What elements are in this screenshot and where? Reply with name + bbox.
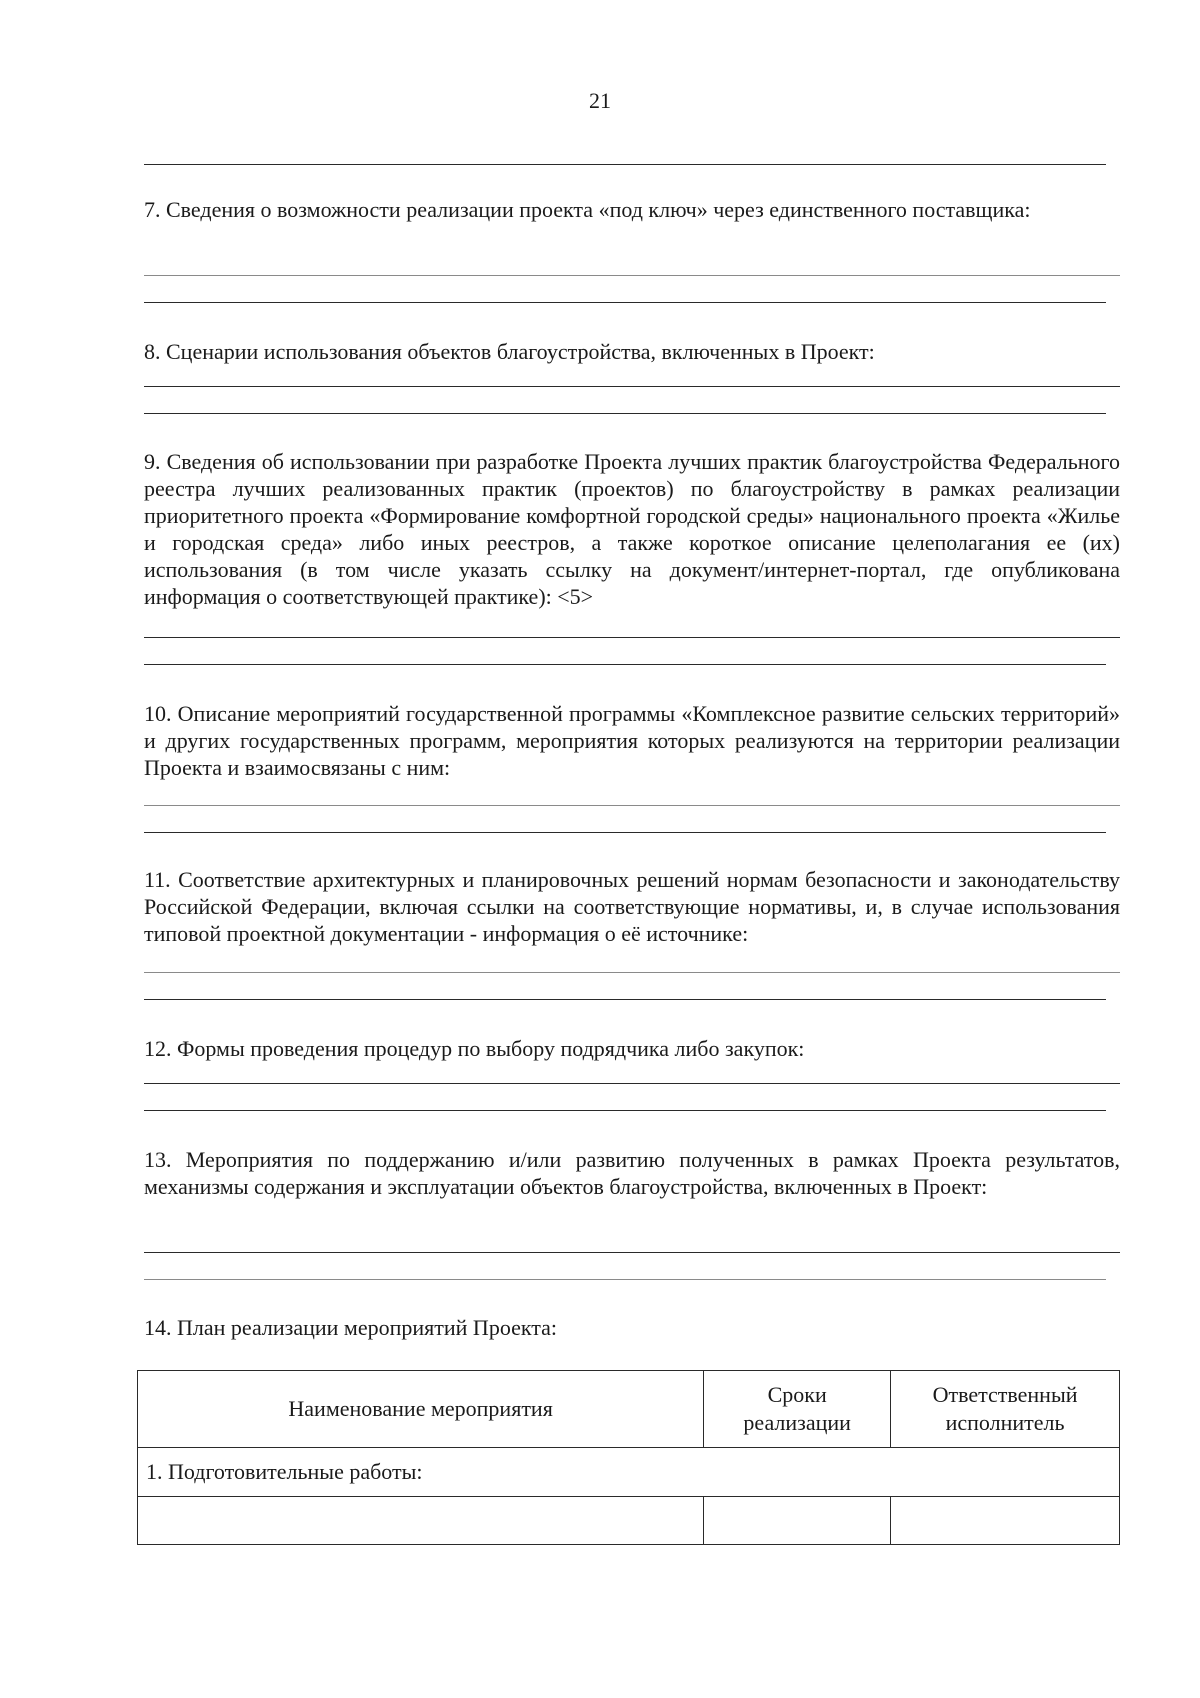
plan-table-header-row bbox=[138, 1371, 1120, 1448]
header-responsible bbox=[891, 1371, 1120, 1448]
answer-line-13b[interactable] bbox=[144, 1279, 1106, 1280]
plan-table bbox=[137, 1370, 1120, 1545]
answer-line-10b[interactable] bbox=[144, 832, 1106, 833]
answer-line-11a[interactable] bbox=[144, 972, 1120, 973]
header-rule bbox=[144, 164, 1106, 165]
plan-table-empty-row bbox=[138, 1497, 1120, 1545]
section-14: 14. План реализации мероприятий Проекта: bbox=[144, 1315, 558, 1340]
page-number: 21 bbox=[589, 88, 611, 113]
cell-responsible-empty[interactable] bbox=[891, 1497, 1120, 1545]
header-responsible-line1: Ответственный bbox=[932, 1382, 1078, 1407]
header-terms-line2: реализации bbox=[743, 1410, 851, 1435]
section-13: 13. Мероприятия по поддержанию и/или развитию полученных в рамках Проекта результатов, механизмы содержания и эксплуатации объектов благоустройства, включенных в Проект: bbox=[144, 1147, 1120, 1199]
section-11: 11. Соответствие архитектурных и планировочных решений нормам безопасности и законодательству Российской Федерации, включая ссылки на соответствующие нормативы, и, в случае использования типовой проектной документации - информация о её источнике: bbox=[144, 867, 1120, 946]
header-event-name: Наименование мероприятия bbox=[138, 1371, 704, 1448]
answer-line-7a[interactable] bbox=[144, 275, 1120, 276]
answer-line-12a[interactable] bbox=[144, 1083, 1120, 1084]
answer-line-8a[interactable] bbox=[144, 386, 1120, 387]
header-terms bbox=[704, 1371, 891, 1448]
section-7: 7. Сведения о возможности реализации проекта «под ключ» через единственного поставщика: bbox=[144, 197, 1031, 222]
answer-line-9b[interactable] bbox=[144, 664, 1106, 665]
cell-event-name-empty[interactable] bbox=[138, 1497, 704, 1545]
answer-line-13a[interactable] bbox=[144, 1252, 1120, 1253]
section-12: 12. Формы проведения процедур по выбору подрядчика либо закупок: bbox=[144, 1036, 805, 1061]
section-8: 8. Сценарии использования объектов благоустройства, включенных в Проект: bbox=[144, 339, 875, 364]
answer-line-10a[interactable] bbox=[144, 805, 1120, 806]
answer-line-7b[interactable] bbox=[144, 302, 1106, 303]
answer-line-8b[interactable] bbox=[144, 413, 1106, 414]
answer-line-9a[interactable] bbox=[144, 637, 1120, 638]
header-responsible-line2: исполнитель bbox=[945, 1410, 1065, 1435]
plan-table-stage-row bbox=[138, 1448, 1120, 1497]
section-10: 10. Описание мероприятий государственной программы «Комплексное развитие сельских территорий» и других государственных программ, мероприятия которых реализуются на территории реализации Проекта и взаимосвязаны с ним: bbox=[144, 701, 1120, 780]
header-terms-line1: Сроки bbox=[767, 1382, 827, 1407]
stage-preparatory-work: 1. Подготовительные работы: bbox=[138, 1448, 1120, 1497]
section-9: 9. Сведения об использовании при разработке Проекта лучших практик благоустройства Федерального реестра лучших реализованных практик (проектов) по благоустройству в рамках реализации приоритетного проекта «Формирование комфортной городской среды» национального проекта «Жилье и городская среда» либо иных реестров, а также короткое описание целеполагания ее (их) использования (в том числе указать ссылку на документ/интернет-портал, где опубликована информация о соответствующей практике): <5> bbox=[144, 449, 1120, 609]
cell-terms-empty[interactable] bbox=[704, 1497, 891, 1545]
answer-line-12b[interactable] bbox=[144, 1110, 1106, 1111]
answer-line-11b[interactable] bbox=[144, 999, 1106, 1000]
